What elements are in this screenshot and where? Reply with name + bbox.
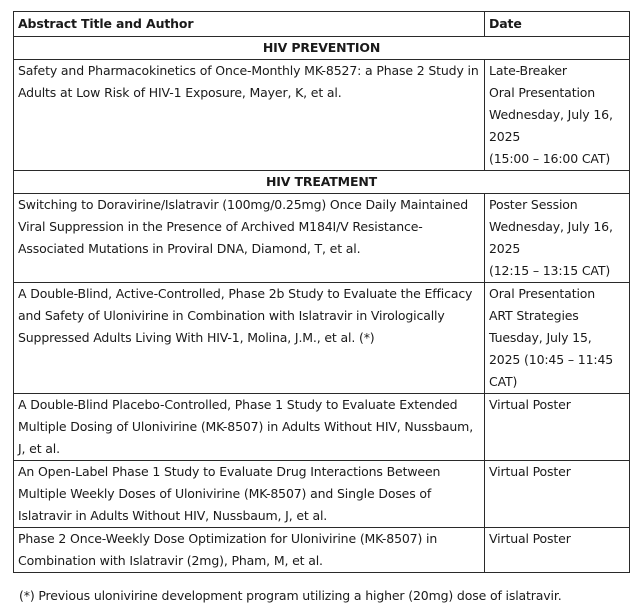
date-line: Virtual Poster — [489, 397, 571, 412]
section-row-treatment — [14, 171, 630, 194]
abstract-date — [485, 60, 630, 171]
date-line: Tuesday, July 15, — [489, 330, 592, 345]
abstract-title: A Double-Blind, Active-Controlled, Phase 2b Study to Evaluate the Efficacy and Safety of Ulonivirine in Combination with Islatravir in Virologically Suppressed Adults Living With HIV-1, Molina, J.M., et al. (*) — [14, 283, 485, 394]
table-row — [14, 394, 630, 461]
abstract-title: Phase 2 Once-Weekly Dose Optimization for Ulonivirine (MK-8507) in Combination with Islatravir (2mg), Pham, M, et al. — [14, 528, 485, 573]
date-line: 2025 — [489, 241, 521, 256]
header-date-column: Date — [485, 12, 630, 37]
table-row — [14, 461, 630, 528]
date-line: Oral Presentation — [489, 286, 596, 301]
table-row — [14, 283, 630, 394]
abstract-title: Switching to Doravirine/Islatravir (100mg/0.25mg) Once Daily Maintained Viral Suppression in the Presence of Archived M184I/V Resistance-Associated Mutations in Proviral DNA, Diamond, T, et al. — [14, 194, 485, 283]
table-row — [14, 528, 630, 573]
abstract-date — [485, 194, 630, 283]
abstracts-table — [13, 11, 630, 573]
date-line: Wednesday, July 16, — [489, 219, 613, 234]
abstract-document — [13, 11, 629, 573]
date-line: 2025 (10:45 – 11:45 — [489, 352, 614, 367]
date-line: Wednesday, July 16, — [489, 107, 613, 122]
date-line: CAT) — [489, 374, 518, 389]
date-line: Virtual Poster — [489, 531, 571, 546]
section-heading: HIV PREVENTION — [14, 37, 630, 60]
footnote: (*) Previous ulonivirine development program utilizing a higher (20mg) dose of islatravir. — [19, 588, 562, 603]
date-line: Late-Breaker — [489, 63, 567, 78]
abstract-date — [485, 394, 630, 461]
abstract-title: A Double-Blind Placebo-Controlled, Phase 1 Study to Evaluate Extended Multiple Dosing of Ulonivirine (MK-8507) in Adults Without HIV, Nussbaum, J, et al. — [14, 394, 485, 461]
date-line: 2025 — [489, 129, 521, 144]
date-line: ART Strategies — [489, 308, 579, 323]
section-row-prevention — [14, 37, 630, 60]
abstract-title: Safety and Pharmacokinetics of Once-Monthly MK-8527: a Phase 2 Study in Adults at Low Risk of HIV-1 Exposure, Mayer, K, et al. — [14, 60, 485, 171]
section-heading: HIV TREATMENT — [14, 171, 630, 194]
header-title-column: Abstract Title and Author — [14, 12, 485, 37]
table-header-row — [14, 12, 630, 37]
date-line: Virtual Poster — [489, 464, 571, 479]
abstract-title: An Open-Label Phase 1 Study to Evaluate Drug Interactions Between Multiple Weekly Doses of Ulonivirine (MK-8507) and Single Doses of Islatravir in Adults Without HIV, Nussbaum, J, et al. — [14, 461, 485, 528]
table-row — [14, 60, 630, 171]
abstract-date — [485, 528, 630, 573]
date-line: (12:15 – 13:15 CAT) — [489, 263, 611, 278]
date-line: Oral Presentation — [489, 85, 596, 100]
abstract-date — [485, 461, 630, 528]
date-line: (15:00 – 16:00 CAT) — [489, 151, 611, 166]
date-line: Poster Session — [489, 197, 578, 212]
abstract-date — [485, 283, 630, 394]
table-row — [14, 194, 630, 283]
